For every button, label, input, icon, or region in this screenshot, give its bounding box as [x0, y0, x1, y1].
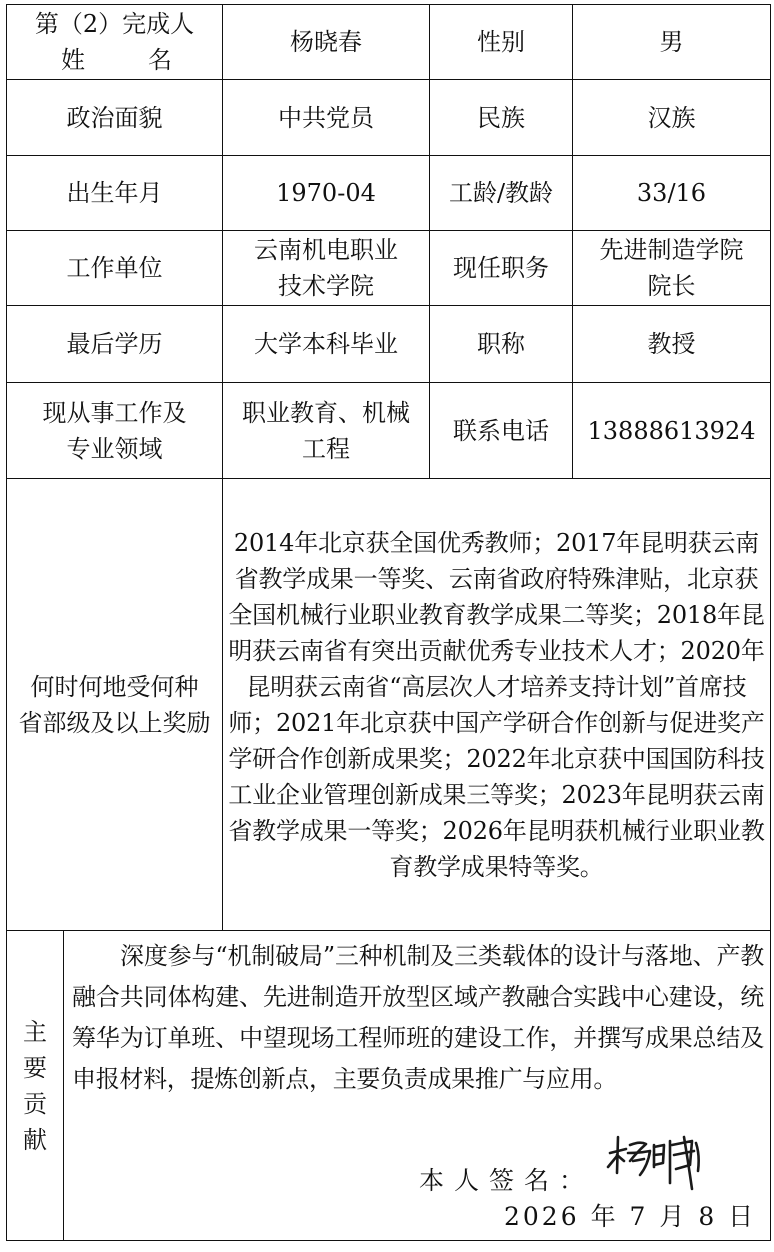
label-char: 献	[23, 1125, 47, 1154]
field-label-line	[11, 42, 218, 78]
field-value-field	[223, 383, 430, 479]
field-value-seniority: 33/16	[573, 156, 771, 231]
table-row	[7, 80, 771, 156]
label-char: 名	[148, 46, 172, 74]
value-line: 职业教育、机械	[242, 398, 410, 427]
value-line: 技术学院	[278, 272, 374, 300]
contribution-text: 深度参与“机制破局”三种机制及三类载体的设计与落地、产教融合共同体构建、先进制造开放型区域产教融合实践中心建设，统筹华为订单班、中望现场工程师班的建设工作，并撰写成果总结及申报材料，提炼创新点，主要负责成果推广与应用。	[72, 942, 764, 1093]
label-char: 主	[23, 1017, 47, 1046]
contribution-cell	[64, 931, 771, 1241]
field-label-ethnicity: 民族	[430, 80, 573, 156]
field-label-birth: 出生年月	[7, 156, 223, 231]
label-line: 何时何地受何种	[30, 672, 199, 701]
field-value-gender: 男	[573, 5, 771, 80]
signature-date: 2026 年 7 月 8 日	[504, 1202, 757, 1231]
field-label-field	[7, 383, 223, 479]
table-row	[7, 931, 771, 1241]
field-label-political-status: 政治面貌	[7, 80, 223, 156]
field-value-employer	[223, 231, 430, 306]
label-line: 省部级及以上奖励	[18, 708, 211, 737]
field-value-title: 教授	[573, 306, 771, 383]
table-row	[7, 383, 771, 479]
value-line: 院长	[647, 272, 696, 300]
table-row	[7, 479, 771, 931]
awards-label	[7, 479, 223, 931]
value-line: 云南机电职业	[254, 236, 398, 264]
handwritten-signature	[600, 1131, 710, 1193]
value-line: 先进制造学院	[599, 236, 744, 264]
table-row	[7, 231, 771, 306]
field-label-title: 职称	[430, 306, 573, 383]
field-value-political-status: 中共党员	[223, 80, 430, 156]
label-char: 贡	[23, 1089, 47, 1118]
field-label-gender: 性别	[430, 5, 573, 80]
field-label-phone: 联系电话	[430, 383, 573, 479]
awards-text: 2014年北京获全国优秀教师；2017年昆明获云南省教学成果一等奖、云南省政府特殊津贴，北京获全国机械行业职业教育教学成果二等奖；2018年昆明获云南省有突出贡献优秀专业技术人才；2020年昆明获云南省“高层次人才培养支持计划”首席技师；2021年北京获中国产学研合作创新与促进奖产学研合作创新成果奖；2022年北京获中国国防科技工业企业管理创新成果三等奖；2023年昆明获云南省教学成果一等奖；2026年昆明获机械行业职业教育教学成果特等奖。	[223, 479, 771, 931]
field-value-education: 大学本科毕业	[223, 306, 430, 383]
label-char: 要	[23, 1053, 47, 1082]
field-label-line: 第（2）完成人	[34, 10, 195, 38]
table-row	[7, 156, 771, 231]
nominee-info-form	[6, 4, 771, 1241]
field-label-position: 现任职务	[430, 231, 573, 306]
table-row	[7, 5, 771, 80]
field-value-name: 杨晓春	[223, 5, 430, 80]
label-line: 专业领域	[66, 434, 163, 463]
field-value-ethnicity: 汉族	[573, 80, 771, 156]
value-line: 工程	[302, 434, 350, 463]
field-value-position	[573, 231, 771, 306]
label-line: 现从事工作及	[42, 398, 187, 427]
signature-label: 本人签名：	[419, 1166, 595, 1195]
field-label-seniority: 工龄/教龄	[430, 156, 573, 231]
field-label-name	[7, 5, 223, 80]
label-char: 姓	[61, 46, 85, 74]
table-row	[7, 306, 771, 383]
field-label-education: 最后学历	[7, 306, 223, 383]
field-value-phone: 13888613924	[573, 383, 771, 479]
contribution-label	[7, 931, 64, 1241]
field-label-employer: 工作单位	[7, 231, 223, 306]
field-value-birth: 1970-04	[223, 156, 430, 231]
